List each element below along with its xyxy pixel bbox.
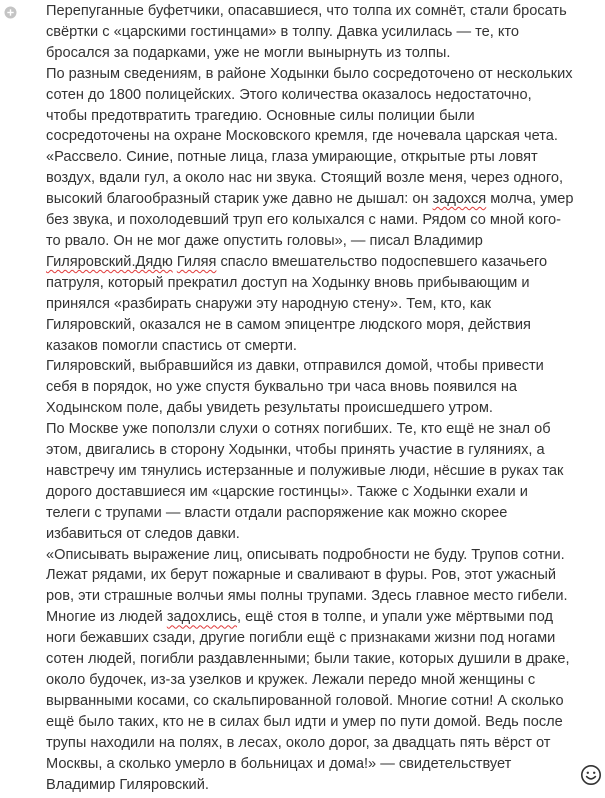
text-line: По разным сведениям, в районе Ходынки было сосредоточено от нескольких — [46, 65, 573, 82]
text-line: ров, эти страшные волчьи ямы полны трупами. Здесь главное место гибели. — [46, 588, 568, 605]
article-text[interactable] — [46, 1, 598, 795]
text-line: вырванными косами, со скальпированной головой. Многие сотни! А сколько — [46, 692, 564, 709]
text-line: Владимир Гиляровский. — [46, 776, 209, 793]
text-line: ноги бежавших сзади, другие погибли ещё с признаками жизни под ногами — [46, 630, 556, 647]
text-line: Гиляровский, выбравшийся из давки, отправился домой, чтобы привести — [46, 358, 544, 375]
text-line: бросался за подарками, уже не могли вынырнуть из толпы. — [46, 44, 451, 61]
text-line: навстречу им тянулись истерзанные и полуживые люди, нёсшие в руках так — [46, 462, 564, 479]
text-line: Москвы, а сколько умерло в больницах и дома!» — свидетельствует — [46, 755, 512, 772]
text-line: около будочек, из-за узелков и кружек. Лежали передо мной женщины с — [46, 672, 536, 688]
text-line: избавиться от следов давки. — [46, 525, 240, 542]
text-line: высокий благообразный старик уже давно не дышал: он задохся молча, умер — [46, 191, 574, 208]
text-line: Многие из людей задохлись, ещё стоя в толпе, и упали уже мёртвыми под — [46, 609, 554, 626]
text-line: Перепуганные буфетчики, опасавшиеся, что толпа их сомнёт, стали бросать — [46, 3, 567, 19]
text-line: «Описывать выражение лиц, описывать подробности не буду. Трупов сотни. — [46, 546, 565, 563]
smiley-icon[interactable] — [580, 764, 602, 786]
text-line: патруля, который прекратил доступ на Ходынку вновь прибывающим и — [46, 274, 530, 291]
text-line: без звука, и похолодевший труп его колыхался с нами. Рядом со мной кого- — [46, 212, 561, 229]
text-line: Гиляровский, оказался не в самом эпицентре людского моря, действия — [46, 316, 531, 333]
text-line: казаков помогли спастись от смерти. — [46, 337, 297, 354]
text-line: сосредоточены на охране Московского кремля, где ночевала царская чета. — [46, 128, 558, 145]
misspelled-word[interactable]: Гиляя — [176, 253, 217, 270]
text-line: трупы находили на полях, в лесах, около дорог, за двадцать пять вёрст от — [46, 734, 551, 751]
text-line: Ходынском поле, дабы увидеть результаты происшедшего утром. — [46, 400, 493, 417]
text-line: то рвало. Он не мог даже опустить головы», — писал Владимир — [46, 232, 483, 249]
misspelled-word[interactable]: задохся — [432, 191, 487, 208]
text-line: «Рассвело. Синие, потные лица, глаза умирающие, открытые рты ловят — [46, 149, 538, 166]
plus-circle-icon[interactable] — [4, 6, 17, 19]
text-line: воздух, вдали гул, а около нас ни звука. Стоящий возле меня, через одного, — [46, 170, 564, 187]
text-line: По Москве уже поползли слухи о сотнях погибших. Те, кто ещё не знал об — [46, 421, 551, 438]
text-line: дорого доставшиеся им «царские гостинцы». Также с Ходынки ехали и — [46, 483, 528, 500]
misspelled-word[interactable]: Гиляровский.Дядю — [46, 253, 173, 270]
text-line: этом, двигались в сторону Ходынки, чтобы принять участие в гуляниях, а — [46, 442, 545, 459]
misspelled-word[interactable]: задохлись — [166, 609, 237, 626]
text-line: Гиляровский.Дядю Гиляя спасло вмешательство подоспевшего казачьего — [46, 253, 548, 270]
text-line: чтобы предотвратить трагедию. Основные силы полиции были — [46, 107, 475, 124]
text-line: Лежат рядами, их берут пожарные и сваливают в фуры. Ров, этот ужасный — [46, 567, 557, 584]
text-line: свёртки с «царскими гостинцами» в толпу. Давка усилилась — те, кто — [46, 23, 520, 40]
text-line: сотен до 1800 полицейских. Этого количества оказалось недостаточно, — [46, 86, 532, 103]
text-line: себя в порядок, но уже спустя буквально три часа вновь появился на — [46, 379, 518, 396]
text-line: принялся «разбирать снаружи эту народную стену». Тем, кто, как — [46, 295, 492, 312]
text-line: сотен людей, погибли раздавленными; были такие, которых душили в драке, — [46, 651, 570, 668]
text-line: ещё было таких, кто не в силах был идти и умер по пути домой. Ведь после — [46, 713, 563, 730]
text-line: телеги с трупами — власти отдали распоряжение как можно скорее — [46, 504, 508, 521]
